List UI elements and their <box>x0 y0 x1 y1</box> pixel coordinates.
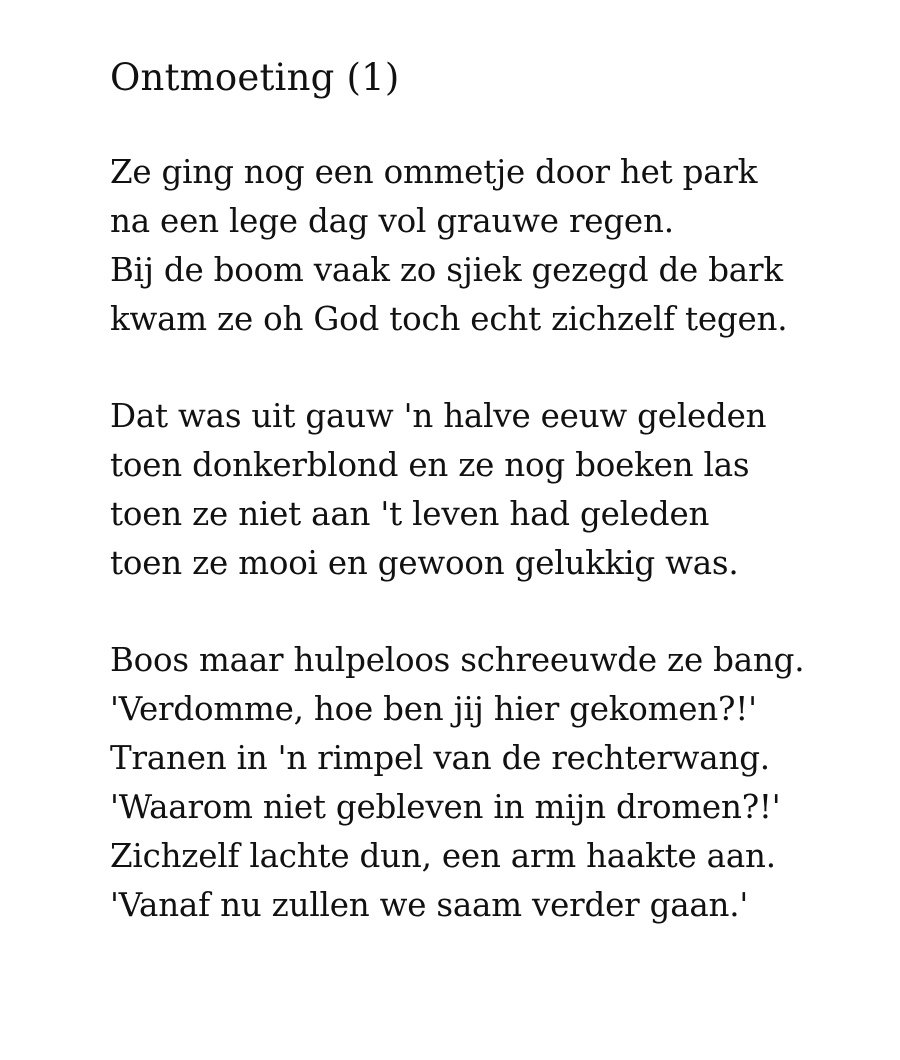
poem-line: 'Verdomme, hoe ben jij hier gekomen?!' <box>110 690 757 728</box>
stanza-1 <box>110 148 870 344</box>
poem-line: toen ze mooi en gewoon gelukkig was. <box>110 544 739 582</box>
poem-line: toen ze niet aan 't leven had geleden <box>110 495 710 533</box>
poem-line: kwam ze oh God toch echt zichzelf tegen. <box>110 300 788 338</box>
poem-line: Zichzelf lachte dun, een arm haakte aan. <box>110 837 776 875</box>
stanza-3 <box>110 636 870 930</box>
stanza-2 <box>110 392 870 588</box>
poem-line: Dat was uit gauw 'n halve eeuw geleden <box>110 397 767 435</box>
poem-line: toen donkerblond en ze nog boeken las <box>110 446 750 484</box>
poem-line: na een lege dag vol grauwe regen. <box>110 202 674 240</box>
poem <box>110 48 870 930</box>
poem-title: Ontmoeting (1) <box>110 56 400 99</box>
poem-line: Boos maar hulpeloos schreeuwde ze bang. <box>110 641 805 679</box>
poem-line: Ze ging nog een ommetje door het park <box>110 153 758 191</box>
poem-line: 'Vanaf nu zullen we saam verder gaan.' <box>110 886 749 924</box>
poem-line: Tranen in 'n rimpel van de rechterwang. <box>110 739 770 777</box>
poem-line: 'Waarom niet gebleven in mijn dromen?!' <box>110 788 781 826</box>
poem-line: Bij de boom vaak zo sjiek gezegd de bark <box>110 251 783 289</box>
